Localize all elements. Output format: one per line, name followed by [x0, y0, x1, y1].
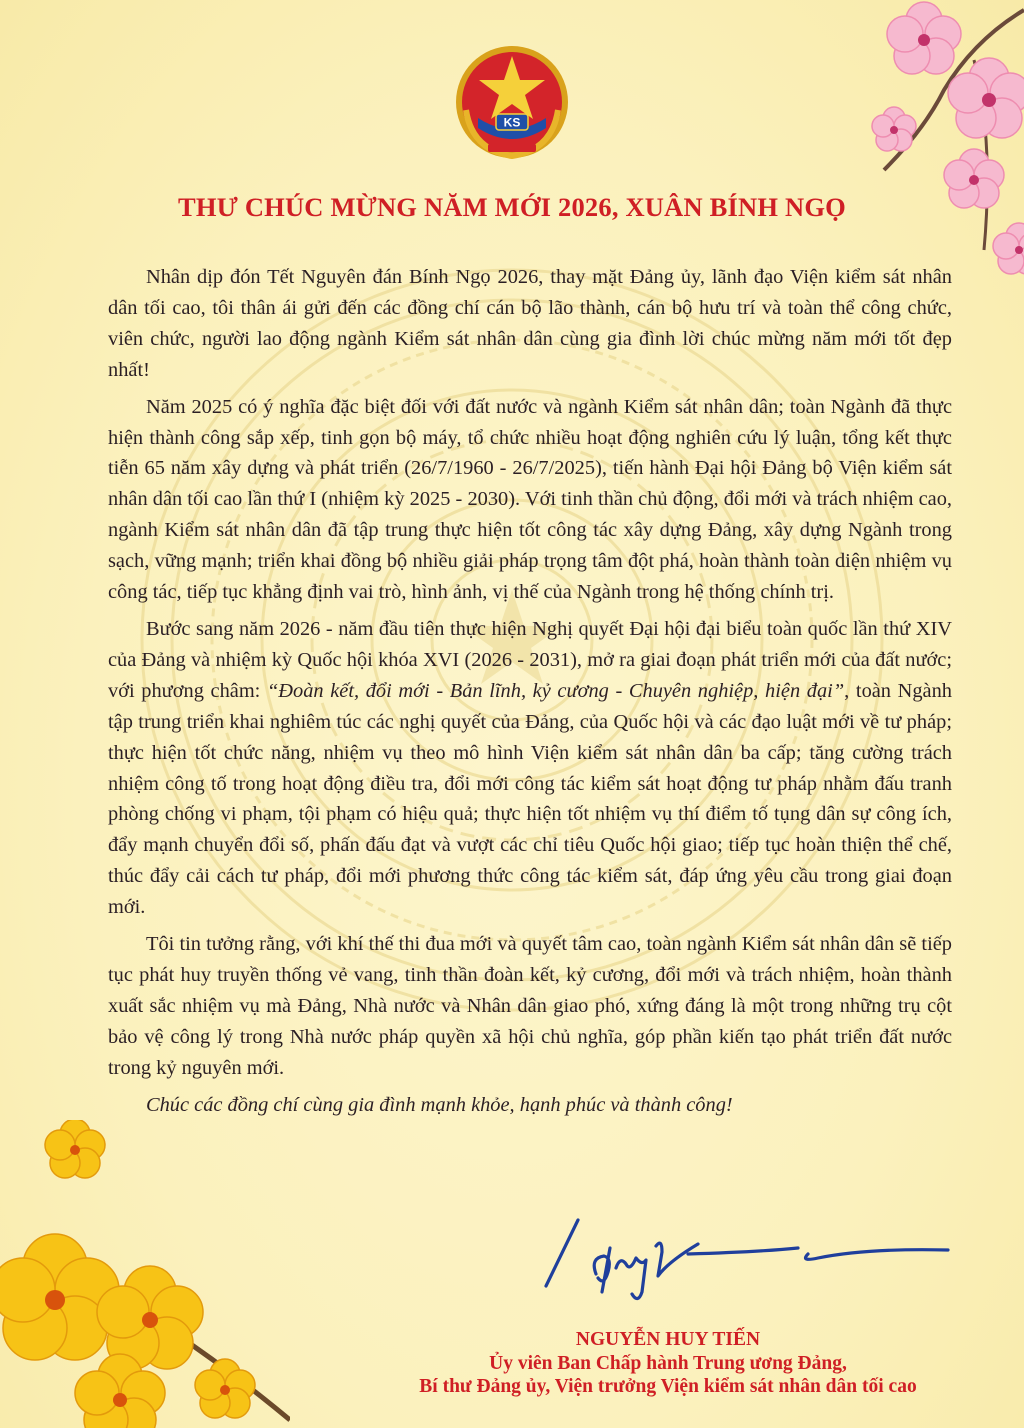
closing-wish: Chúc các đồng chí cùng gia đình mạnh khỏe, hạnh phúc và thành công!	[146, 1093, 733, 1116]
letter-body	[108, 262, 952, 1126]
handwritten-signature	[538, 1208, 958, 1308]
apricot-blossom-decoration-icon	[0, 1120, 290, 1428]
signer-block	[380, 1328, 956, 1399]
paragraph-3-intro: Bước sang năm 2026 - năm đầu tiên thực hiện Nghị quyết Đại hội đại biểu toàn quốc lần thứ XIV của Đảng và nhiệm kỳ Quốc hội khóa XVI (2026 - 2031), mở ra giai đoạn phát triển mới của đất nước; với phương châm:	[108, 617, 952, 702]
motto: “Đoàn kết, đổi mới - Bản lĩnh, kỷ cương - Chuyên nghiệp, hiện đại”	[266, 679, 845, 702]
letter-title: THƯ CHÚC MỪNG NĂM MỚI 2026, XUÂN BÍNH NGỌ	[178, 192, 846, 222]
signer-title-2: Bí thư Đảng ủy, Viện trưởng Viện kiểm sát nhân dân tối cao	[419, 1376, 917, 1397]
paragraph-2: Năm 2025 có ý nghĩa đặc biệt đối với đất nước và ngành Kiểm sát nhân dân; toàn Ngành đã thực hiện thành công sắp xếp, tinh gọn bộ máy, tổ chức nhiều hoạt động nghiên cứu lý luận, tổng kết thực tiễn 65 năm xây dựng và phát triển (26/7/1960 - 26/7/2025), tiến hành Đại hội Đảng bộ Viện kiểm sát nhân dân tối cao lần thứ I (nhiệm kỳ 2025 - 2030). Với tinh thần chủ động, đổi mới và trách nhiệm cao, ngành Kiểm sát nhân dân đã tập trung thực hiện tốt công tác xây dựng Đảng, xây dựng Ngành trong sạch, vững mạnh; triển khai đồng bộ nhiều giải pháp trọng tâm đột phá, hoàn thành toàn diện nhiệm vụ công tác, tiếp tục khẳng định vai trò, hình ảnh, vị thế của Ngành trong hệ thống chính trị.	[108, 395, 952, 604]
emblem-text: KS	[503, 115, 521, 130]
paragraph-1: Nhân dịp đón Tết Nguyên đán Bính Ngọ 2026, thay mặt Đảng ủy, lãnh đạo Viện kiểm sát nhân dân tối cao, tôi thân ái gửi đến các đồng chí cán bộ lão thành, cán bộ hưu trí và toàn thể công chức, viên chức, người lao động ngành Kiểm sát nhân dân cùng gia đình lời chúc mừng năm mới tốt đẹp nhất!	[108, 266, 952, 381]
signer-title-1: Ủy viên Ban Chấp hành Trung ương Đảng,	[489, 1352, 847, 1374]
paragraph-3	[108, 614, 952, 923]
paragraph-3-rest: , toàn Ngành tập trung triển khai nghiêm túc các nghị quyết của Đảng, của Quốc hội và các đạo luật mới về tư pháp; thực hiện tốt chức năng, nhiệm vụ theo mô hình Viện kiểm sát nhân dân ba cấp; tăng cường trách nhiệm công tố trong hoạt động điều tra, đổi mới công tác kiểm sát hoạt động tư pháp nhằm đấu tranh phòng chống vi phạm, tội phạm có hiệu quả; thực hiện tốt nhiệm vụ thí điểm tố tụng dân sự công ích, đẩy mạnh chuyển đổi số, phấn đấu đạt và vượt các chỉ tiêu Quốc hội giao; tiếp tục hoàn thiện thể chế, thúc đẩy cải cách tư pháp, đổi mới phương thức công tác kiểm sát, đáp ứng yêu cầu trong giai đoạn mới.	[108, 679, 952, 919]
procuracy-emblem-icon	[448, 40, 576, 168]
signer-name: NGUYỄN HUY TIẾN	[575, 1329, 761, 1350]
paragraph-4: Tôi tin tưởng rằng, với khí thế thi đua mới và quyết tâm cao, toàn ngành Kiểm sát nhân dân sẽ tiếp tục phát huy truyền thống vẻ vang, tinh thần đoàn kết, kỷ cương, đổi mới và trách nhiệm, hoàn thành xuất sắc nhiệm vụ mà Đảng, Nhà nước và Nhân dân giao phó, xứng đáng là một trong những trụ cột bảo vệ công lý trong Nhà nước pháp quyền xã hội chủ nghĩa, góp phần kiến tạo phát triển đất nước trong kỷ nguyên mới.	[108, 933, 952, 1079]
